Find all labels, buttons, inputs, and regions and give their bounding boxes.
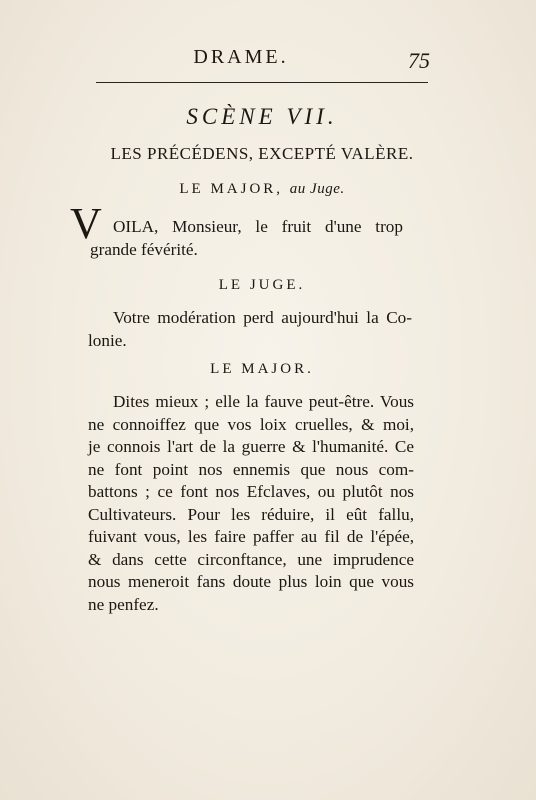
scene-title: SCÈNE VII. bbox=[186, 104, 338, 129]
running-title: DRAME. bbox=[193, 46, 289, 68]
speech-line: nous meneroit fans doute plus loin que vous bbox=[88, 572, 414, 591]
speech-line: battons ; ce font nos Efclaves, ou plutôt nos bbox=[88, 482, 414, 501]
speaker-label bbox=[96, 277, 428, 294]
speaker-name: LE JUGE. bbox=[218, 277, 306, 293]
speech-line: Votre modération perd aujourd'hui la Co- bbox=[113, 308, 412, 327]
speaker-label bbox=[96, 361, 428, 378]
speech-line: OILA, Monsieur, le fruit d'une trop bbox=[113, 217, 403, 236]
speech-block bbox=[88, 391, 414, 616]
speech-line: je connois l'art de la guerre & l'humanité. Ce bbox=[88, 437, 414, 456]
speech-line: ne font point nos ennemis que nous com- bbox=[88, 459, 414, 479]
speech-line: & dans cette circonftance, une imprudence bbox=[88, 549, 414, 569]
speaker-label bbox=[96, 181, 428, 198]
speech-line: lonie. bbox=[88, 330, 127, 350]
page-number: 75 bbox=[408, 48, 430, 73]
speaker-name: LE MAJOR, bbox=[179, 181, 284, 197]
speech-line: Dites mieux ; elle la fauve peut-être. Vous bbox=[113, 392, 414, 411]
speech-line: ne connoiffez que vos loix cruelles, & moi, bbox=[88, 414, 414, 434]
drop-cap: V bbox=[70, 199, 102, 248]
scene-cast: LES PRÉCÉDENS, EXCEPTÉ VALÈRE. bbox=[110, 144, 414, 163]
speech-line: Cultivateurs. Pour les réduire, il eût fallu, bbox=[88, 504, 414, 524]
stage-direction: au Juge. bbox=[289, 181, 345, 197]
speech-line: grande févérité. bbox=[90, 239, 198, 259]
speech-block bbox=[90, 216, 403, 261]
speech-line: fuivant vous, les faire paffer au fil de l'épée, bbox=[88, 527, 414, 546]
speaker-name: LE MAJOR. bbox=[210, 361, 314, 377]
speech-block bbox=[88, 307, 412, 352]
header-rule bbox=[96, 82, 428, 83]
page-header bbox=[96, 44, 430, 76]
speech-line: ne penfez. bbox=[88, 594, 159, 614]
